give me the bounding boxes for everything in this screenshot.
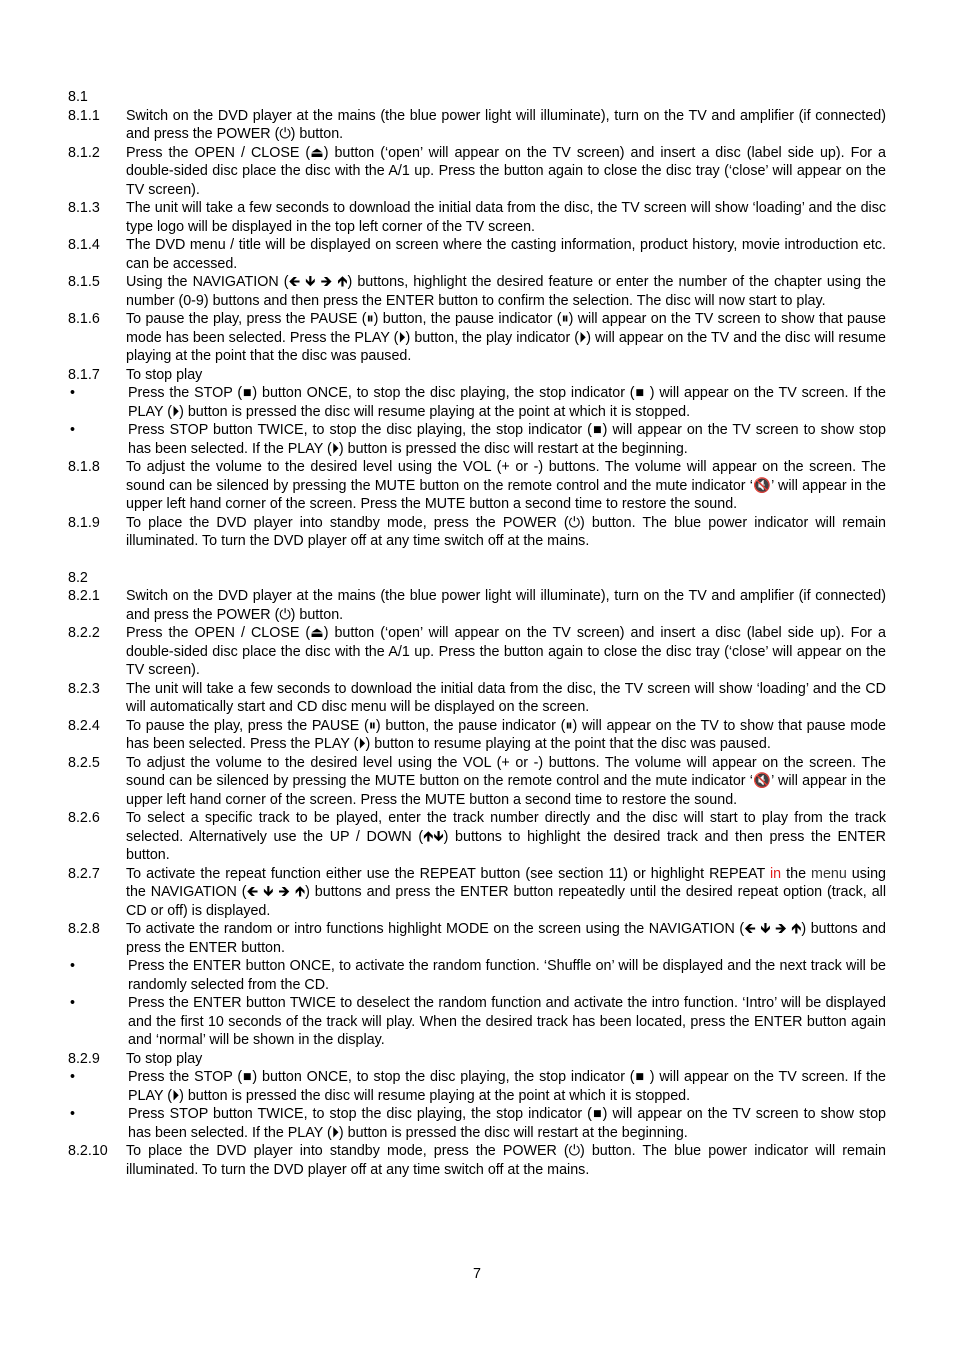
numbered-item xyxy=(68,809,886,865)
bullet-marker: • xyxy=(70,995,76,1011)
item-number: 8.2.4 xyxy=(68,717,100,734)
item-number: 8.1.5 xyxy=(68,274,100,290)
section-number: 8.2 xyxy=(68,569,88,586)
numbered-item xyxy=(68,587,886,624)
numbered-item xyxy=(68,273,886,310)
numbered-item xyxy=(68,458,886,514)
section-items xyxy=(68,587,886,1179)
numbered-item xyxy=(68,624,886,680)
bullet-marker: • xyxy=(70,1069,76,1085)
numbered-item xyxy=(68,865,886,921)
numbered-item xyxy=(68,199,886,236)
item-text: To adjust the volume to the desired level using the VOL (+ or -) buttons. The volume will appear on the screen. The sound can be silenced by pressing the MUTE button on the remote control and the mute indicator ‘🔇’ will appear in the upper left hand corner of the screen. Press the MUTE button a second time to restore the sound. xyxy=(126,459,886,512)
numbered-item xyxy=(68,1142,886,1179)
item-text: Switch on the DVD player at the mains (the blue power light will illuminate), turn on the TV and amplifier (if connected) and press the POWER (⏻) button. xyxy=(126,588,886,623)
item-number: 8.1.4 xyxy=(68,237,100,253)
item-text: Press the STOP (■) button ONCE, to stop the disc playing, the stop indicator (■ ) will appear on the TV screen. If the PLAY (⏵) button is pressed the disc will resume playing at the point at which it is stopped. xyxy=(128,385,886,420)
item-text: Press the ENTER button ONCE, to activate the random function. ‘Shuffle on’ will be displayed and the next track will be randomly selected from the CD. xyxy=(128,958,886,993)
item-text: To select a specific track to be played, enter the track number directly and the disc will start to play from the track selected. Alternatively use the UP / DOWN (🡹🡻) buttons to highlight the desired track and then press the ENTER button. xyxy=(126,810,886,863)
item-number: 8.1.9 xyxy=(68,514,100,531)
item-text-part: using the NAVIGATION (🡸 🡻 🡺 🡹) buttons and press the ENTER button repeatedly until the desired repeat option (track, all CD or off) is displayed. xyxy=(126,865,886,919)
numbered-item xyxy=(68,717,886,754)
numbered-item xyxy=(68,514,886,551)
bullet-marker: • xyxy=(70,422,76,438)
bullet-item xyxy=(68,384,886,421)
numbered-item xyxy=(68,144,886,200)
item-number: 8.1.3 xyxy=(68,200,100,216)
item-text-part: menu xyxy=(811,865,847,882)
item-text: To place the DVD player into standby mode, press the POWER (⏻) button. The blue power indicator will remain illuminated. To turn the DVD player off at any time switch off at the mains. xyxy=(126,1143,886,1178)
bullet-item xyxy=(68,1105,886,1142)
section-gap xyxy=(68,551,886,569)
item-text-part: To activate the repeat function either use the REPEAT button (see section 11) or highlight REPEAT xyxy=(126,865,770,882)
item-number: 8.2.9 xyxy=(68,1050,100,1067)
item-number: 8.1.1 xyxy=(68,107,100,124)
numbered-item xyxy=(68,920,886,957)
item-number: 8.2.6 xyxy=(68,810,100,826)
page-number: 7 xyxy=(473,1266,481,1282)
item-text: The DVD menu / title will be displayed on screen where the casting information, product history, movie introduction etc. can be accessed. xyxy=(126,237,886,272)
item-number: 8.1.8 xyxy=(68,459,100,475)
item-text: To stop play xyxy=(126,366,203,383)
item-text-part: in xyxy=(769,865,782,882)
item-text: To activate the random or intro functions highlight MODE on the screen using the NAVIGATION (🡸 🡻 🡺 🡹) buttons and press the ENTER button. xyxy=(126,921,886,956)
item-text: Press the OPEN / CLOSE (⏏) button (‘open’ will appear on the TV screen) and insert a disc (label side up). For a double-sided disc place the disc with the A/1 up. Press the button again to close the disc tray (‘close’ will appear on the TV screen). xyxy=(126,144,886,198)
bullet-item xyxy=(68,957,886,994)
item-text: Using the NAVIGATION (🡸 🡻 🡺 🡹) buttons, highlight the desired feature or enter the number of the chapter using the number (0-9) buttons and then press the ENTER button to confirm the selection. The disc will now start to play. xyxy=(126,274,886,309)
item-number: 8.2.3 xyxy=(68,680,100,697)
section-heading xyxy=(68,88,886,107)
numbered-item xyxy=(68,310,886,366)
section-8-2 xyxy=(68,569,886,1180)
item-number: 8.2.10 xyxy=(68,1143,108,1159)
item-text: To adjust the volume to the desired level using the VOL (+ or -) buttons. The volume will appear on the screen. The sound can be silenced by pressing the MUTE button on the remote control and the mute indicator ‘🔇’ will appear in the upper left hand corner of the screen. Press the MUTE button a second time to restore the sound. xyxy=(126,754,886,808)
section-number: 8.1 xyxy=(68,89,88,105)
numbered-item xyxy=(68,236,886,273)
bullet-marker: • xyxy=(70,1106,76,1122)
item-number: 8.2.5 xyxy=(68,754,100,771)
item-text: To pause the play, press the PAUSE (⏸) button, the pause indicator (⏸) will appear on the TV to show that pause mode has been selected. Press the PLAY (⏵) button to resume playing at the point that the disc was paused. xyxy=(126,717,886,752)
item-text: Press the ENTER button TWICE to deselect the random function and activate the intro function. ‘Intro’ will be displayed and the first 10 seconds of the track will play. When the desired track has been located, press the ENTER button again and ‘normal’ will be shown in the display. xyxy=(128,995,886,1048)
item-text xyxy=(126,865,886,921)
item-text: Press STOP button TWICE, to stop the disc playing, the stop indicator (■) will appear on the TV screen to show stop has been selected. If the PLAY (⏵) button is pressed the disc will restart at the beginning. xyxy=(128,422,886,457)
numbered-item xyxy=(68,366,886,385)
bullet-marker: • xyxy=(70,958,76,974)
item-text: To stop play xyxy=(126,1050,203,1067)
item-text: Press the OPEN / CLOSE (⏏) button (‘open’ will appear on the TV screen) and insert a disc (label side up). For a double-sided disc place the disc with the A/1 up. Press the button again to close the disc tray (‘close’ will appear on the TV screen). xyxy=(126,625,886,678)
numbered-item xyxy=(68,107,886,144)
bullet-item xyxy=(68,421,886,458)
item-text: Press the STOP (■) button ONCE, to stop the disc playing, the stop indicator (■ ) will appear on the TV screen. If the PLAY (⏵) button is pressed the disc will resume playing at the point at which it is stopped. xyxy=(128,1069,886,1104)
item-text: Press STOP button TWICE, to stop the disc playing, the stop indicator (■) will appear on the TV screen to show stop has been selected. If the PLAY (⏵) button is pressed the disc will restart at the beginning. xyxy=(128,1106,886,1141)
item-number: 8.1.7 xyxy=(68,366,100,383)
section-heading xyxy=(68,569,886,588)
bullet-item xyxy=(68,1068,886,1105)
item-number: 8.1.2 xyxy=(68,144,100,161)
bullet-marker: • xyxy=(70,385,76,401)
bullet-item xyxy=(68,994,886,1050)
numbered-item xyxy=(68,680,886,717)
item-number: 8.2.2 xyxy=(68,625,100,641)
item-text: The unit will take a few seconds to download the initial data from the disc, the TV screen will show ‘loading’ and the CD will automatically start and CD disc menu will be displayed on the screen. xyxy=(126,680,886,715)
item-number: 8.2.1 xyxy=(68,588,100,604)
document-body xyxy=(68,88,886,1179)
numbered-item xyxy=(68,1050,886,1069)
item-number: 8.2.8 xyxy=(68,921,100,937)
item-text: The unit will take a few seconds to download the initial data from the disc, the TV screen will show ‘loading’ and the disc type logo will be displayed in the top left corner of the TV screen. xyxy=(126,200,886,235)
item-text-part: the xyxy=(781,865,812,882)
item-text: Switch on the DVD player at the mains (the blue power light will illuminate), turn on the TV and amplifier (if connected) and press the POWER (⏻) button. xyxy=(126,107,886,142)
item-number: 8.2.7 xyxy=(68,865,100,882)
item-text: To place the DVD player into standby mode, press the POWER (⏻) button. The blue power indicator will remain illuminated. To turn the DVD player off at any time switch off at the mains. xyxy=(126,514,886,549)
numbered-item xyxy=(68,754,886,810)
item-number: 8.1.6 xyxy=(68,311,100,327)
section-items xyxy=(68,107,886,551)
section-8-1 xyxy=(68,88,886,551)
item-text: To pause the play, press the PAUSE (⏸) button, the pause indicator (⏸) will appear on the TV screen to show that pause mode has been selected. Press the PLAY (⏵) button, the play indicator (⏵) will appear on the TV and the disc will resume playing at the point that the disc was paused. xyxy=(126,311,886,364)
